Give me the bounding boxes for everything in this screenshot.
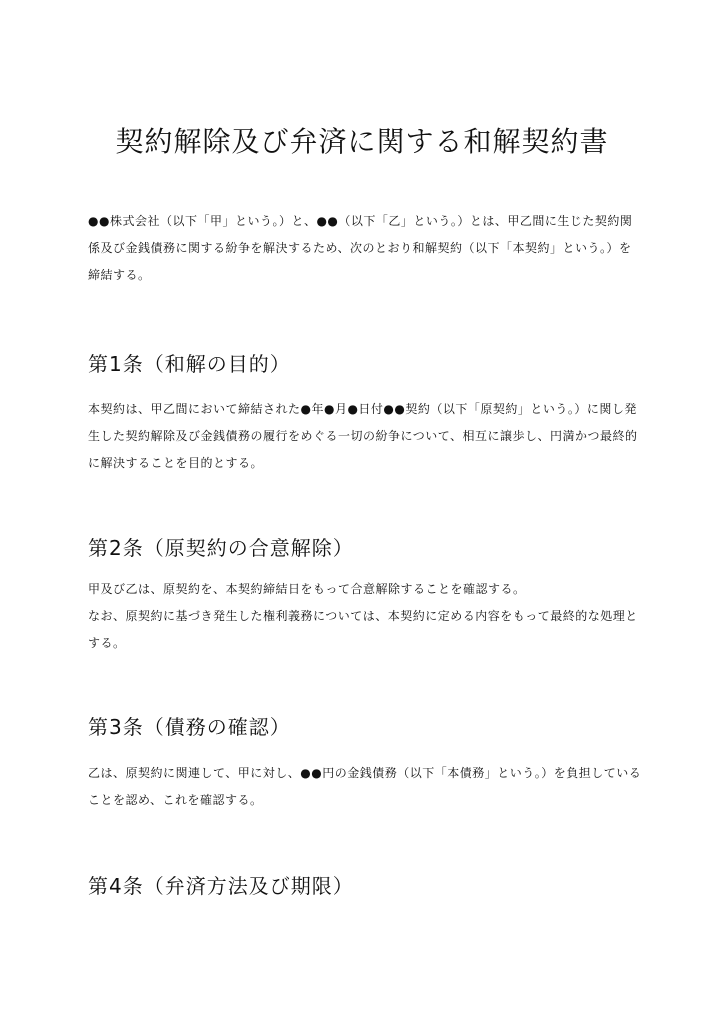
document-title: 契約解除及び弁済に関する和解契約書	[115, 125, 609, 158]
article-1-paragraph-1: 本契約は、甲乙間において締結された●年●月●日付●●契約（以下「原契約」という。）に関し発生した契約解除及び金銭債務の履行をめぐる一切の紛争について、相互に譲歩し、円満かつ最終的に解決することを目的とする。	[88, 402, 638, 470]
article-1-heading: 第1条（和解の目的）	[88, 352, 291, 376]
article-2-body	[88, 576, 644, 657]
article-2-heading: 第2条（原契約の合意解除）	[88, 536, 354, 560]
article-1-body	[88, 396, 644, 477]
article-2-paragraph-1: 甲及び乙は、原契約を、本契約締結日をもって合意解除することを確認する。	[88, 582, 526, 596]
preamble-text: ●●株式会社（以下「甲」という。）と、●●（以下「乙」という。）とは、甲乙間に生じた契約関係及び金銭債務に関する紛争を解決するため、次のとおり和解契約（以下「本契約」という。）を締結する。	[88, 214, 633, 282]
article-4-heading: 第4条（弁済方法及び期限）	[88, 874, 354, 898]
article-3-heading: 第3条（債務の確認）	[88, 715, 291, 739]
preamble	[88, 208, 644, 289]
article-3-paragraph-1: 乙は、原契約に関連して、甲に対し、●●円の金銭債務（以下「本債務」という。）を負担していることを認め、これを確認する。	[88, 766, 642, 807]
article-2-paragraph-2: なお、原契約に基づき発生した権利義務については、本契約に定める内容をもって最終的な処理とする。	[88, 609, 638, 650]
article-3-body	[88, 760, 644, 814]
